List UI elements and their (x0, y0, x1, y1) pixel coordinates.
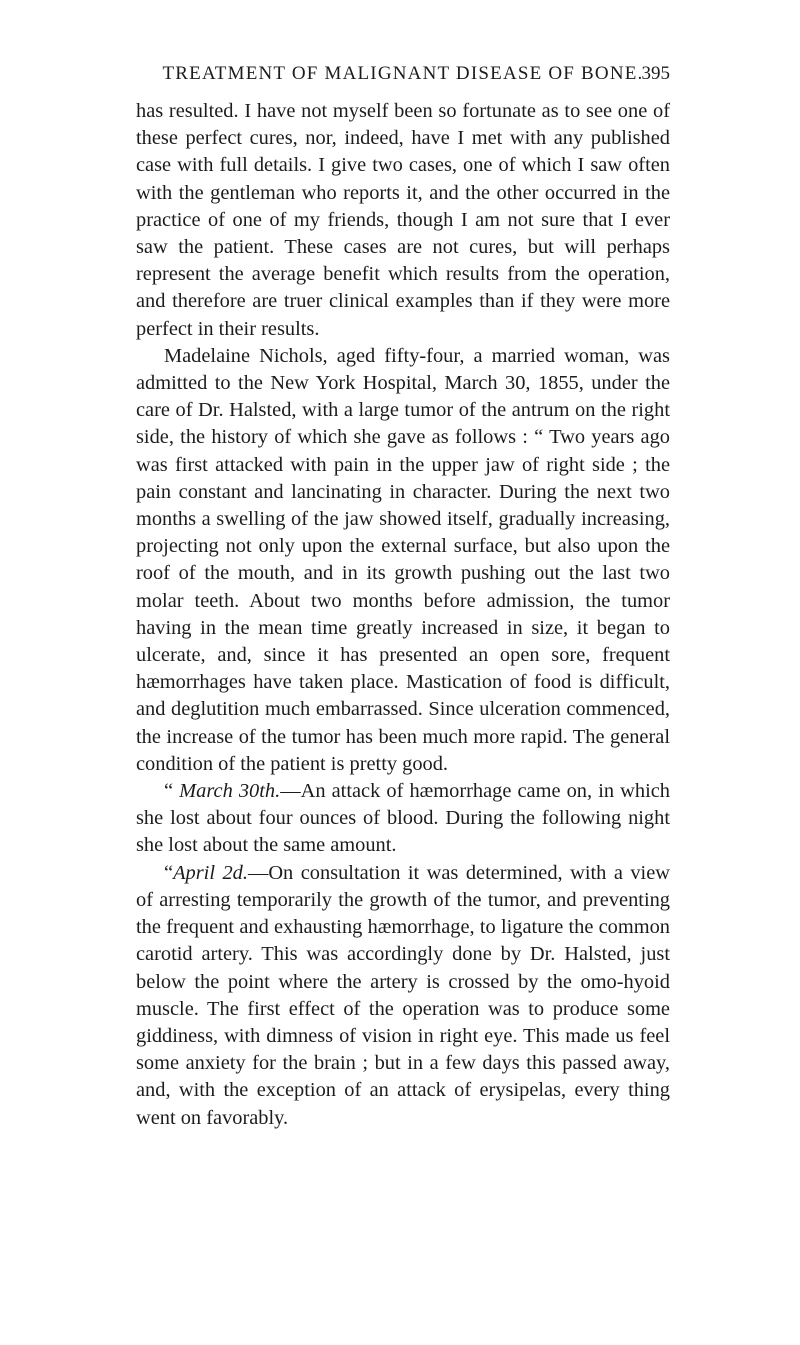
entry-text: —On consultation it was determined, with a view of arresting temporarily the growth of the tumor, and preventing the frequent and exhausting hæmorrhage, to ligature the common carotid artery. This was accordingly done by Dr. Halsted, just below the point where the artery is crossed by the omo-hyoid muscle. The first effect of the operation was to produce some giddiness, with dimness of vision in right eye. This made us feel some anxiety for the brain ; but in a few days this passed away, and, with the exception of an attack of erysipelas, every thing went on favorably. (136, 861, 670, 1129)
entry-text: —An attack of hæmorrhage came on, in which she lost about four ounces of blood. During the following night she lost about the same amount. (136, 780, 670, 857)
page-header (136, 62, 670, 86)
running-head: TREATMENT OF MALIGNANT DISEASE OF BONE. (162, 63, 644, 84)
entry-date: March 30th. (179, 780, 281, 803)
entry-date: April 2d. (173, 861, 248, 884)
quote-mark: “ (164, 861, 174, 884)
paragraph-3 (136, 778, 670, 860)
quote-mark: “ (164, 780, 180, 803)
paragraph-2: Madelaine Nichols, aged fifty-four, a married woman, was admitted to the New York Hospital, March 30, 1855, under the care of Dr. Halsted, with a large tumor of the antrum on the right side, the history of which she gave as follows : “ Two years ago was first attacked with pain in the upper jaw of right side ; the pain constant and lancinating in character. During the next two months a swelling of the jaw showed itself, gradually increasing, projecting not only upon the external surface, but also upon the roof of the mouth, and in its growth pushing out the last two molar teeth. About two months before admission, the tumor having in the mean time greatly increased in size, it began to ulcerate, and, since it has presented an open sore, frequent hæmorrhages have taken place. Mastication of food is difficult, and deglutition much embarrassed. Since ulceration commenced, the increase of the tumor has been much more rapid. The general condition of the patient is pretty good. (136, 344, 670, 775)
paragraph-4 (136, 860, 670, 1132)
body-text (136, 98, 670, 1132)
paragraph-1: has resulted. I have not myself been so fortunate as to see one of these perfect cures, nor, indeed, have I met with any published case with full details. I give two cases, one of which I saw often with the gentleman who reports it, and the other occurred in the practice of one of my friends, though I am not sure that I ever saw the patient. These cases are not cures, but will perhaps represent the average benefit which results from the operation, and therefore are truer clinical examples than if they were more perfect in their results. (136, 100, 670, 340)
page-number: 395 (641, 63, 670, 84)
